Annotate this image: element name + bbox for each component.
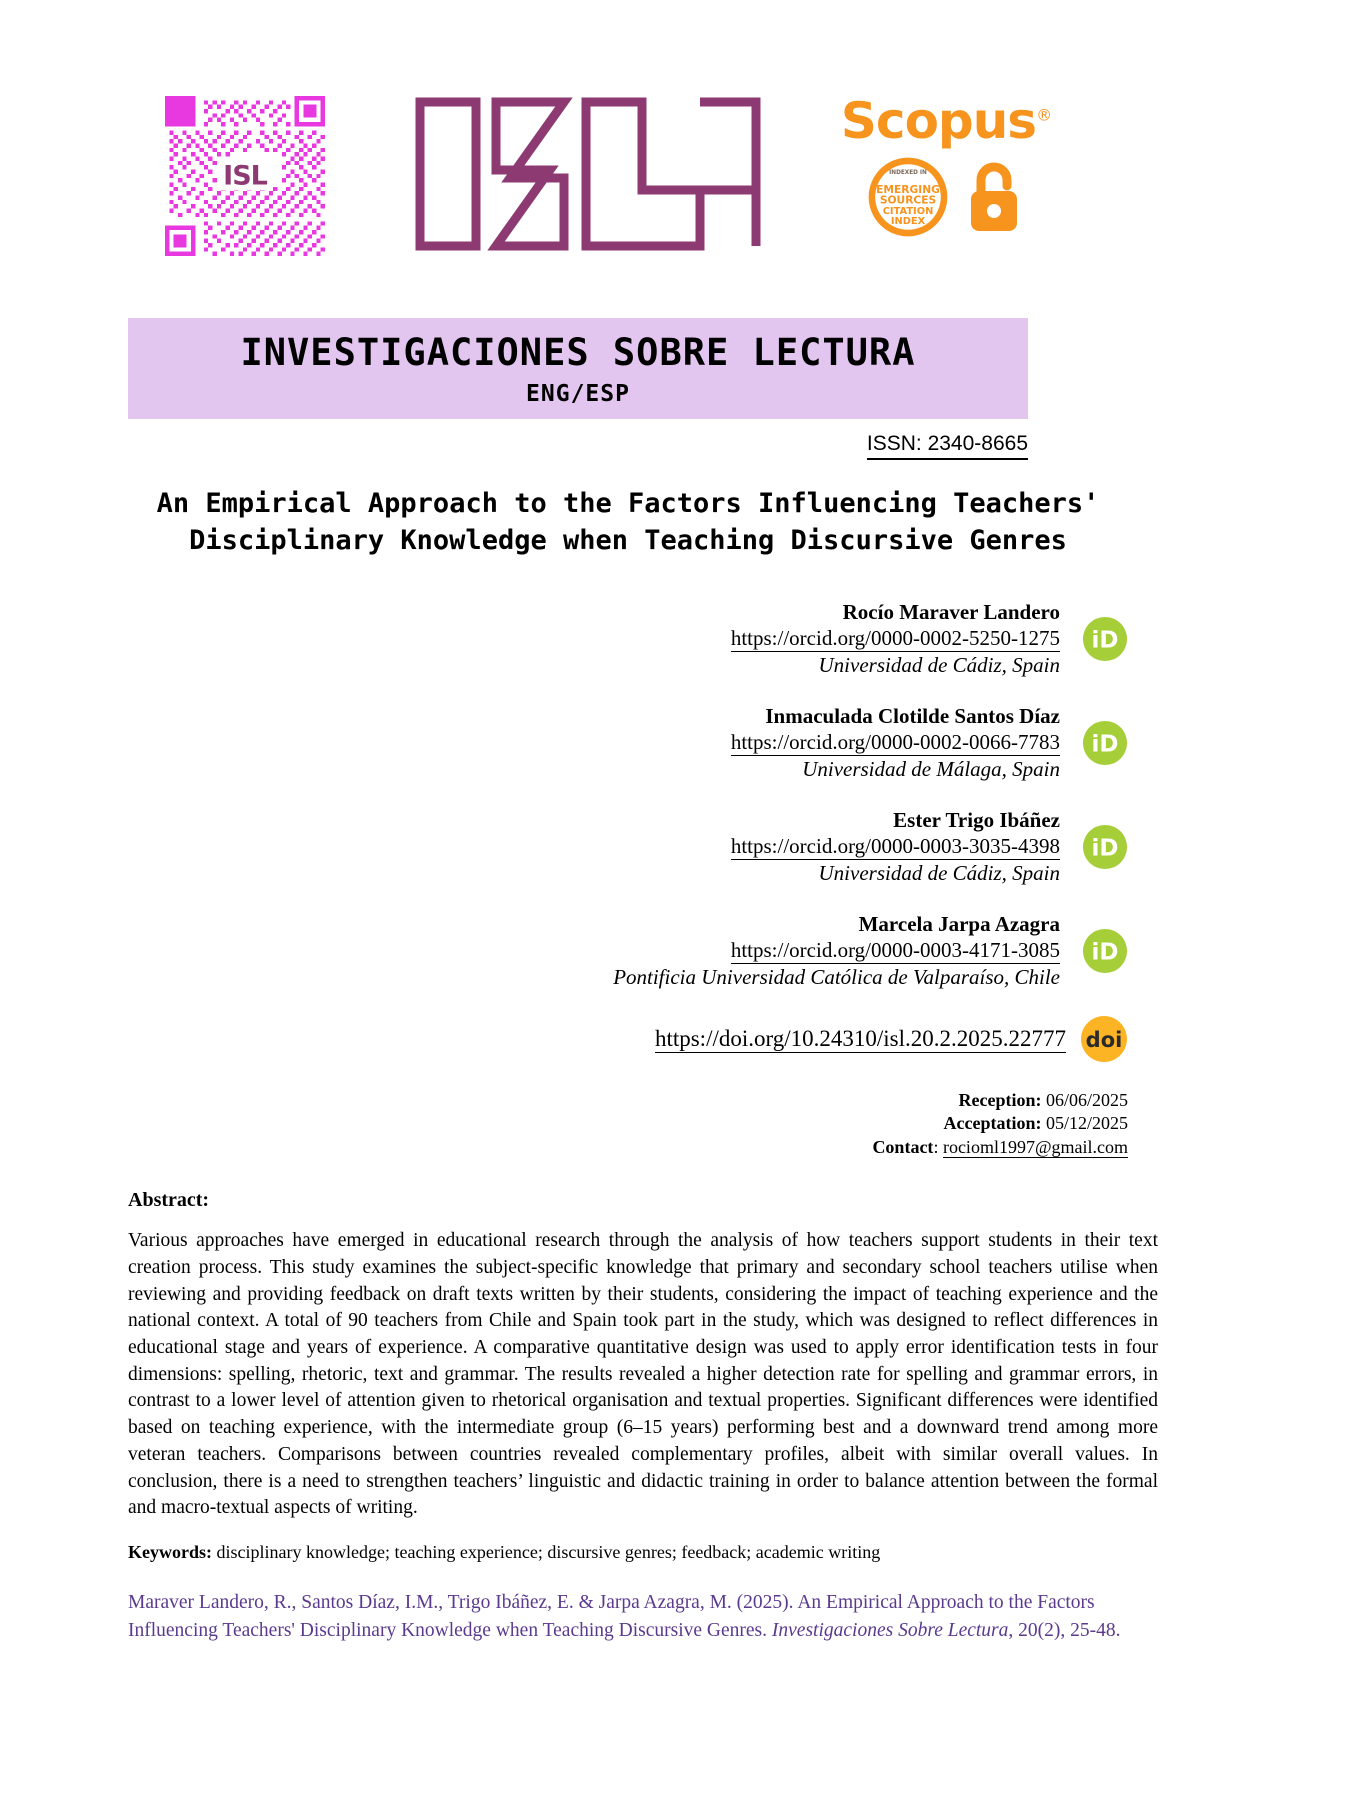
contact-label: Contact xyxy=(872,1136,934,1157)
svg-text:iD: iD xyxy=(1091,939,1119,966)
acceptation-label: Acceptation: xyxy=(943,1113,1042,1134)
registered-mark: ® xyxy=(1036,105,1052,125)
doi-link[interactable]: https://doi.org/10.24310/isl.20.2.2025.22777 xyxy=(654,1025,1066,1051)
indexing-badges xyxy=(840,92,1052,238)
doi-icon[interactable] xyxy=(1080,1015,1128,1063)
abstract-heading: Abstract: xyxy=(128,1189,210,1212)
citation-journal-name: Investigaciones Sobre Lectura xyxy=(771,1620,1009,1642)
citation-part2: , 20(2), 25-48. xyxy=(1008,1620,1121,1642)
svg-text:iD: iD xyxy=(1091,835,1119,862)
author-entry xyxy=(128,703,1128,783)
abstract-body: Various approaches have emerged in educational research through the analysis of how teachers support students in their text creation process. This study examines the subject-specific knowledge that primary and secondary school teachers utilise when reviewing and providing feedback on draft texts written by their students, considering the impact of teaching experience and the national context. A total of 90 teachers from Chile and Spain took part in the study, which was designed to reflect differences in educational stage and years of experience. A comparative quantitative design was used to apply error identification tests in four dimensions: spelling, rhetoric, text and grammar. The results revealed a higher detection rate for spelling and grammar errors, in contrast to a lower level of attention given to rhetorical organisation and textual properties. Significant differences were identified based on teaching experience, with the intermediate group (6–15 years) performing best and a downward trend among more veteran teachers. Comparisons between countries revealed complementary profiles, albeit with similar overall values. In conclusion, there is a need to strengthen teachers’ linguistic and didactic training in order to balance attention between the formal and macro-textual aspects of writing. xyxy=(128,1230,1158,1519)
open-access-icon xyxy=(963,158,1025,236)
orcid-icon[interactable] xyxy=(1082,928,1128,974)
isll-logo xyxy=(410,94,766,259)
author-affiliation: Universidad de Málaga, Spain xyxy=(802,757,1060,782)
journal-banner xyxy=(128,318,1028,419)
abstract-section xyxy=(128,1189,1158,1563)
scopus-label: Scopus xyxy=(840,92,1037,150)
keywords-value: disciplinary knowledge; teaching experience; discursive genres; feedback; academic writing xyxy=(216,1541,881,1562)
header-logos xyxy=(128,0,1237,296)
issn-value: ISSN: 2340-8665 xyxy=(867,432,1028,460)
svg-text:iD: iD xyxy=(1091,627,1119,654)
reception-label: Reception: xyxy=(958,1090,1042,1111)
qr-code xyxy=(156,96,334,256)
contact-email-link[interactable]: rocioml1997@gmail.com xyxy=(942,1136,1128,1157)
author-orcid-link[interactable]: https://orcid.org/0000-0002-5250-1275 xyxy=(731,626,1060,652)
esci-line3: CITATION xyxy=(882,206,934,218)
author-name: Ester Trigo Ibáñez xyxy=(893,808,1060,833)
publication-dates xyxy=(128,1089,1128,1159)
author-orcid-link[interactable]: https://orcid.org/0000-0003-4171-3085 xyxy=(731,938,1060,964)
esci-line2: SOURCES xyxy=(879,193,937,207)
orcid-icon[interactable] xyxy=(1082,720,1128,766)
page-title: An Empirical Approach to the Factors Influencing Teachers' Disciplinary Knowledge when Teaching Discursive Genres xyxy=(156,488,1100,556)
author-orcid-link[interactable]: https://orcid.org/0000-0002-0066-7783 xyxy=(731,730,1060,756)
author-entry xyxy=(128,911,1128,991)
doi-row xyxy=(128,1015,1128,1063)
reception-line xyxy=(128,1089,1128,1112)
author-orcid-link[interactable]: https://orcid.org/0000-0003-3035-4398 xyxy=(731,834,1060,860)
how-to-cite xyxy=(128,1589,1158,1646)
acceptation-value: 05/12/2025 xyxy=(1045,1113,1128,1134)
esci-line4: INDEX xyxy=(890,216,926,228)
issn-row xyxy=(128,432,1028,460)
orcid-icon[interactable] xyxy=(1082,616,1128,662)
svg-text:iD: iD xyxy=(1091,731,1119,758)
keywords-label: Keywords: xyxy=(128,1541,212,1562)
authors-block xyxy=(128,599,1128,991)
isll-logo-svg xyxy=(410,94,766,254)
contact-line xyxy=(128,1136,1128,1159)
journal-subtitle: ENG/ESP xyxy=(526,381,630,408)
author-affiliation: Universidad de Cádiz, Spain xyxy=(818,861,1060,886)
reception-value: 06/06/2025 xyxy=(1045,1090,1128,1111)
contact-separator: : xyxy=(933,1136,943,1157)
keywords-line xyxy=(128,1542,1158,1563)
scopus-logo xyxy=(840,92,1052,150)
qr-center-label: ISL xyxy=(219,162,271,191)
author-entry xyxy=(128,807,1128,887)
author-affiliation: Pontificia Universidad Católica de Valparaíso, Chile xyxy=(613,965,1060,990)
acceptation-line xyxy=(128,1112,1128,1135)
orcid-icon[interactable] xyxy=(1082,824,1128,870)
esci-top-arc: INDEXED IN xyxy=(889,170,927,177)
esci-badge-icon xyxy=(867,156,949,238)
author-name: Marcela Jarpa Azagra xyxy=(858,912,1060,937)
author-name: Rocío Maraver Landero xyxy=(842,600,1060,625)
citation-part1: Maraver Landero, R., Santos Díaz, I.M., Trigo Ibáñez, E. & Jarpa Azagra, M. (2025). An Empirical Approach to the Factors Influencing Teachers' Disciplinary Knowledge when Teaching Discursive Genres. xyxy=(128,1591,1095,1642)
author-affiliation: Universidad de Cádiz, Spain xyxy=(818,653,1060,678)
svg-text:doi: doi xyxy=(1085,1028,1123,1053)
journal-title: INVESTIGACIONES SOBRE LECTURA xyxy=(240,331,916,374)
author-entry xyxy=(128,599,1128,679)
author-name: Inmaculada Clotilde Santos Díaz xyxy=(765,704,1060,729)
esci-line1: EMERGING xyxy=(876,182,940,196)
